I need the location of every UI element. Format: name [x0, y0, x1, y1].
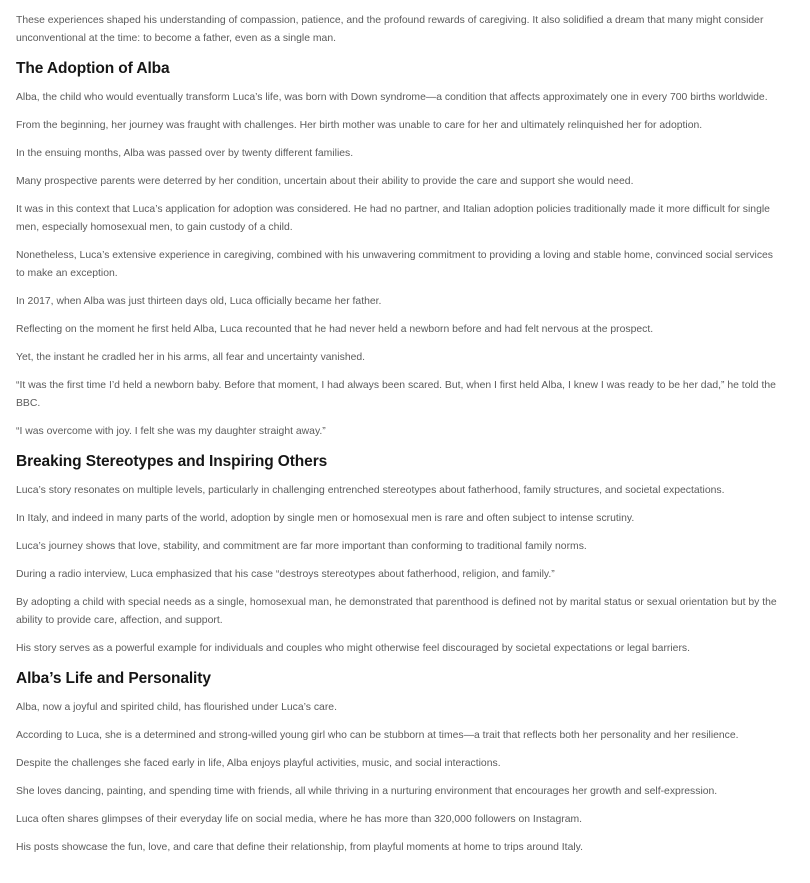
paragraph: Luca often shares glimpses of their everyday life on social media, where he has more than 320,000 followers on Instagram. — [16, 814, 583, 825]
paragraph: Despite the challenges she faced early in life, Alba enjoys playful activities, music, and social interactions. — [16, 758, 501, 769]
paragraph: His posts showcase the fun, love, and care that define their relationship, from playful moments at home to trips around Italy. — [16, 842, 583, 853]
paragraph: Reflecting on the moment he first held Alba, Luca recounted that he had never held a newborn before and had felt nervous at the prospect. — [16, 324, 654, 335]
paragraph: Nonetheless, Luca’s extensive experience in caregiving, combined with his unwavering commitment to providing a loving and stable home, convinced social services to make an exception. — [16, 250, 773, 279]
paragraph: According to Luca, she is a determined and strong-willed young girl who can be stubborn at times—a trait that reflects both her personality and her resilience. — [16, 730, 739, 741]
paragraph: Alba, now a joyful and spirited child, has flourished under Luca’s care. — [16, 702, 337, 713]
paragraph: In 2017, when Alba was just thirteen days old, Luca officially became her father. — [16, 296, 382, 307]
section-albas-life — [16, 668, 782, 857]
paragraph: His story serves as a powerful example for individuals and couples who might otherwise feel discouraged by societal expectations or legal barriers. — [16, 643, 690, 654]
paragraph: In Italy, and indeed in many parts of the world, adoption by single men or homosexual men is rare and often subject to intense scrutiny. — [16, 513, 635, 524]
paragraph: Many prospective parents were deterred by her condition, uncertain about their ability to provide the care and support she would need. — [16, 176, 634, 187]
paragraph: These experiences shaped his understanding of compassion, patience, and the profound rewards of caregiving. It also solidified a dream that many might consider unconventional at the time: to become a father, even as a single man. — [16, 15, 764, 44]
paragraph: Luca’s story resonates on multiple levels, particularly in challenging entrenched stereotypes about fatherhood, family structures, and societal expectations. — [16, 485, 725, 496]
paragraph: Yet, the instant he cradled her in his arms, all fear and uncertainty vanished. — [16, 352, 366, 363]
section-adoption-of-alba — [16, 58, 782, 441]
section-breaking-stereotypes — [16, 451, 782, 658]
paragraph: Luca’s journey shows that love, stability, and commitment are far more important than conforming to traditional family norms. — [16, 541, 587, 552]
paragraph: From the beginning, her journey was fraught with challenges. Her birth mother was unable to care for her and ultimately relinquished her for adoption. — [16, 120, 703, 131]
quote-paragraph: “I was overcome with joy. I felt she was my daughter straight away.” — [16, 426, 326, 437]
paragraph: In the ensuing months, Alba was passed over by twenty different families. — [16, 148, 354, 159]
paragraph: During a radio interview, Luca emphasized that his case “destroys stereotypes about fatherhood, religion, and family.” — [16, 569, 555, 580]
section-heading: The Adoption of Alba — [16, 60, 170, 77]
paragraph: She loves dancing, painting, and spending time with friends, all while thriving in a nurturing environment that encourages her growth and self-expression. — [16, 786, 718, 797]
paragraph: It was in this context that Luca’s application for adoption was considered. He had no partner, and Italian adoption policies traditionally made it more difficult for single men, especially homosexual men, to gain custody of a child. — [16, 204, 770, 233]
section-heading: Breaking Stereotypes and Inspiring Others — [16, 453, 328, 470]
quote-paragraph: “It was the first time I’d held a newborn baby. Before that moment, I had always been scared. But, when I first held Alba, I knew I was ready to be her dad,” he told the BBC. — [16, 380, 776, 409]
paragraph: Alba, the child who would eventually transform Luca’s life, was born with Down syndrome—a condition that affects approximately one in every 700 births worldwide. — [16, 92, 768, 103]
paragraph: By adopting a child with special needs as a single, homosexual man, he demonstrated that parenthood is defined not by marital status or sexual orientation but by the ability to provide care, affection, and support. — [16, 597, 777, 626]
section-heading: Alba’s Life and Personality — [16, 670, 211, 687]
